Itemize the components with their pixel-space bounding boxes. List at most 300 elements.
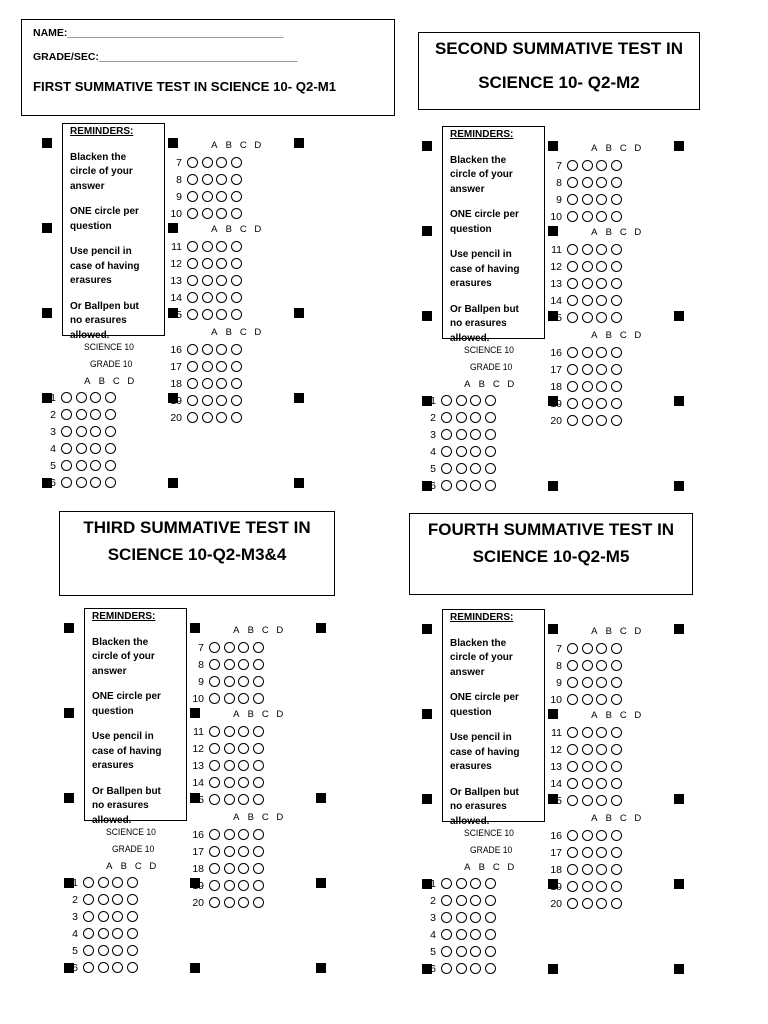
answer-bubble[interactable] (567, 694, 578, 705)
answer-bubble[interactable] (596, 364, 607, 375)
answer-bubble[interactable] (98, 911, 109, 922)
answer-bubble[interactable] (567, 244, 578, 255)
answer-bubble[interactable] (567, 727, 578, 738)
answer-bubble[interactable] (611, 830, 622, 841)
answer-bubble[interactable] (187, 344, 198, 355)
answer-bubble[interactable] (567, 881, 578, 892)
answer-bubble[interactable] (596, 211, 607, 222)
answer-bubble[interactable] (611, 660, 622, 671)
answer-bubble[interactable] (611, 847, 622, 858)
answer-bubble[interactable] (582, 364, 593, 375)
answer-bubble[interactable] (216, 344, 227, 355)
answer-bubble[interactable] (611, 727, 622, 738)
answer-bubble[interactable] (582, 778, 593, 789)
answer-bubble[interactable] (596, 694, 607, 705)
answer-bubble[interactable] (582, 677, 593, 688)
answer-bubble[interactable] (112, 945, 123, 956)
answer-bubble[interactable] (611, 160, 622, 171)
answer-bubble[interactable] (441, 963, 452, 974)
answer-bubble[interactable] (90, 443, 101, 454)
answer-bubble[interactable] (238, 880, 249, 891)
answer-bubble[interactable] (202, 292, 213, 303)
answer-bubble[interactable] (567, 312, 578, 323)
answer-bubble[interactable] (253, 726, 264, 737)
answer-bubble[interactable] (441, 480, 452, 491)
answer-bubble[interactable] (83, 928, 94, 939)
answer-bubble[interactable] (209, 846, 220, 857)
answer-bubble[interactable] (209, 863, 220, 874)
answer-bubble[interactable] (224, 760, 235, 771)
answer-bubble[interactable] (209, 829, 220, 840)
answer-bubble[interactable] (61, 426, 72, 437)
answer-bubble[interactable] (238, 659, 249, 670)
answer-bubble[interactable] (238, 829, 249, 840)
answer-bubble[interactable] (187, 309, 198, 320)
answer-bubble[interactable] (441, 929, 452, 940)
answer-bubble[interactable] (224, 880, 235, 891)
answer-bubble[interactable] (470, 395, 481, 406)
answer-bubble[interactable] (83, 945, 94, 956)
answer-bubble[interactable] (112, 911, 123, 922)
answer-bubble[interactable] (611, 864, 622, 875)
answer-bubble[interactable] (582, 244, 593, 255)
answer-bubble[interactable] (567, 898, 578, 909)
answer-bubble[interactable] (187, 191, 198, 202)
answer-bubble[interactable] (61, 477, 72, 488)
answer-bubble[interactable] (567, 795, 578, 806)
answer-bubble[interactable] (582, 660, 593, 671)
answer-bubble[interactable] (611, 898, 622, 909)
answer-bubble[interactable] (231, 309, 242, 320)
answer-bubble[interactable] (596, 677, 607, 688)
answer-bubble[interactable] (596, 160, 607, 171)
answer-bubble[interactable] (596, 830, 607, 841)
answer-bubble[interactable] (187, 275, 198, 286)
answer-bubble[interactable] (596, 744, 607, 755)
answer-bubble[interactable] (611, 211, 622, 222)
answer-bubble[interactable] (582, 295, 593, 306)
answer-bubble[interactable] (216, 292, 227, 303)
answer-bubble[interactable] (187, 258, 198, 269)
answer-bubble[interactable] (596, 847, 607, 858)
answer-bubble[interactable] (485, 480, 496, 491)
answer-bubble[interactable] (224, 659, 235, 670)
answer-bubble[interactable] (456, 878, 467, 889)
answer-bubble[interactable] (224, 777, 235, 788)
answer-bubble[interactable] (582, 847, 593, 858)
answer-bubble[interactable] (224, 642, 235, 653)
answer-bubble[interactable] (582, 312, 593, 323)
answer-bubble[interactable] (470, 895, 481, 906)
answer-bubble[interactable] (238, 897, 249, 908)
answer-bubble[interactable] (567, 660, 578, 671)
answer-bubble[interactable] (90, 409, 101, 420)
answer-bubble[interactable] (470, 463, 481, 474)
answer-bubble[interactable] (224, 676, 235, 687)
answer-bubble[interactable] (567, 295, 578, 306)
answer-bubble[interactable] (611, 677, 622, 688)
answer-bubble[interactable] (98, 928, 109, 939)
answer-bubble[interactable] (582, 177, 593, 188)
answer-bubble[interactable] (187, 174, 198, 185)
answer-bubble[interactable] (231, 412, 242, 423)
answer-bubble[interactable] (567, 744, 578, 755)
answer-bubble[interactable] (253, 676, 264, 687)
answer-bubble[interactable] (61, 443, 72, 454)
answer-bubble[interactable] (76, 392, 87, 403)
answer-bubble[interactable] (582, 347, 593, 358)
answer-bubble[interactable] (231, 208, 242, 219)
answer-bubble[interactable] (238, 760, 249, 771)
answer-bubble[interactable] (470, 412, 481, 423)
answer-bubble[interactable] (105, 477, 116, 488)
answer-bubble[interactable] (567, 261, 578, 272)
answer-bubble[interactable] (253, 863, 264, 874)
answer-bubble[interactable] (76, 409, 87, 420)
answer-bubble[interactable] (112, 928, 123, 939)
answer-bubble[interactable] (611, 244, 622, 255)
answer-bubble[interactable] (209, 880, 220, 891)
answer-bubble[interactable] (596, 194, 607, 205)
answer-bubble[interactable] (596, 727, 607, 738)
answer-bubble[interactable] (567, 364, 578, 375)
answer-bubble[interactable] (596, 864, 607, 875)
answer-bubble[interactable] (238, 676, 249, 687)
answer-bubble[interactable] (127, 894, 138, 905)
answer-bubble[interactable] (582, 261, 593, 272)
answer-bubble[interactable] (441, 895, 452, 906)
answer-bubble[interactable] (231, 344, 242, 355)
answer-bubble[interactable] (611, 261, 622, 272)
answer-bubble[interactable] (238, 726, 249, 737)
answer-bubble[interactable] (611, 295, 622, 306)
answer-bubble[interactable] (253, 897, 264, 908)
answer-bubble[interactable] (596, 312, 607, 323)
answer-bubble[interactable] (216, 241, 227, 252)
answer-bubble[interactable] (202, 378, 213, 389)
answer-bubble[interactable] (567, 381, 578, 392)
answer-bubble[interactable] (611, 643, 622, 654)
answer-bubble[interactable] (596, 177, 607, 188)
answer-bubble[interactable] (441, 463, 452, 474)
answer-bubble[interactable] (98, 877, 109, 888)
answer-bubble[interactable] (596, 398, 607, 409)
answer-bubble[interactable] (470, 912, 481, 923)
answer-bubble[interactable] (456, 946, 467, 957)
answer-bubble[interactable] (216, 361, 227, 372)
answer-bubble[interactable] (582, 278, 593, 289)
answer-bubble[interactable] (582, 194, 593, 205)
answer-bubble[interactable] (582, 795, 593, 806)
answer-bubble[interactable] (611, 177, 622, 188)
answer-bubble[interactable] (90, 460, 101, 471)
answer-bubble[interactable] (83, 911, 94, 922)
answer-bubble[interactable] (456, 895, 467, 906)
answer-bubble[interactable] (456, 429, 467, 440)
answer-bubble[interactable] (567, 347, 578, 358)
answer-bubble[interactable] (202, 208, 213, 219)
answer-bubble[interactable] (224, 846, 235, 857)
answer-bubble[interactable] (76, 460, 87, 471)
answer-bubble[interactable] (216, 157, 227, 168)
answer-bubble[interactable] (231, 361, 242, 372)
answer-bubble[interactable] (224, 743, 235, 754)
answer-bubble[interactable] (202, 241, 213, 252)
answer-bubble[interactable] (485, 429, 496, 440)
answer-bubble[interactable] (611, 398, 622, 409)
answer-bubble[interactable] (456, 395, 467, 406)
answer-bubble[interactable] (470, 480, 481, 491)
answer-bubble[interactable] (567, 177, 578, 188)
answer-bubble[interactable] (567, 643, 578, 654)
answer-bubble[interactable] (485, 395, 496, 406)
answer-bubble[interactable] (187, 292, 198, 303)
answer-bubble[interactable] (61, 460, 72, 471)
answer-bubble[interactable] (90, 392, 101, 403)
answer-bubble[interactable] (485, 946, 496, 957)
answer-bubble[interactable] (582, 694, 593, 705)
answer-bubble[interactable] (567, 211, 578, 222)
answer-bubble[interactable] (611, 312, 622, 323)
answer-bubble[interactable] (231, 174, 242, 185)
answer-bubble[interactable] (485, 412, 496, 423)
answer-bubble[interactable] (98, 945, 109, 956)
answer-bubble[interactable] (202, 157, 213, 168)
answer-bubble[interactable] (470, 929, 481, 940)
answer-bubble[interactable] (611, 694, 622, 705)
answer-bubble[interactable] (582, 398, 593, 409)
answer-bubble[interactable] (253, 794, 264, 805)
answer-bubble[interactable] (105, 460, 116, 471)
answer-bubble[interactable] (187, 241, 198, 252)
answer-bubble[interactable] (127, 962, 138, 973)
answer-bubble[interactable] (611, 364, 622, 375)
answer-bubble[interactable] (596, 660, 607, 671)
answer-bubble[interactable] (596, 881, 607, 892)
answer-bubble[interactable] (216, 208, 227, 219)
answer-bubble[interactable] (596, 244, 607, 255)
answer-bubble[interactable] (582, 744, 593, 755)
answer-bubble[interactable] (224, 829, 235, 840)
answer-bubble[interactable] (567, 194, 578, 205)
answer-bubble[interactable] (567, 160, 578, 171)
answer-bubble[interactable] (216, 395, 227, 406)
answer-bubble[interactable] (596, 261, 607, 272)
answer-bubble[interactable] (582, 898, 593, 909)
answer-bubble[interactable] (567, 847, 578, 858)
answer-bubble[interactable] (216, 412, 227, 423)
answer-bubble[interactable] (76, 443, 87, 454)
answer-bubble[interactable] (456, 929, 467, 940)
answer-bubble[interactable] (596, 415, 607, 426)
answer-bubble[interactable] (567, 761, 578, 772)
answer-bubble[interactable] (456, 412, 467, 423)
answer-bubble[interactable] (209, 760, 220, 771)
answer-bubble[interactable] (127, 911, 138, 922)
answer-bubble[interactable] (470, 946, 481, 957)
answer-bubble[interactable] (224, 693, 235, 704)
answer-bubble[interactable] (202, 361, 213, 372)
answer-bubble[interactable] (485, 912, 496, 923)
answer-bubble[interactable] (224, 897, 235, 908)
answer-bubble[interactable] (90, 426, 101, 437)
answer-bubble[interactable] (596, 381, 607, 392)
answer-bubble[interactable] (582, 211, 593, 222)
answer-bubble[interactable] (216, 191, 227, 202)
answer-bubble[interactable] (105, 443, 116, 454)
answer-bubble[interactable] (231, 395, 242, 406)
answer-bubble[interactable] (209, 676, 220, 687)
answer-bubble[interactable] (582, 381, 593, 392)
answer-bubble[interactable] (83, 962, 94, 973)
answer-bubble[interactable] (253, 659, 264, 670)
answer-bubble[interactable] (187, 395, 198, 406)
answer-bubble[interactable] (76, 426, 87, 437)
answer-bubble[interactable] (596, 795, 607, 806)
answer-bubble[interactable] (441, 395, 452, 406)
answer-bubble[interactable] (611, 778, 622, 789)
answer-bubble[interactable] (567, 778, 578, 789)
answer-bubble[interactable] (582, 864, 593, 875)
answer-bubble[interactable] (485, 463, 496, 474)
answer-bubble[interactable] (441, 946, 452, 957)
answer-bubble[interactable] (127, 928, 138, 939)
answer-bubble[interactable] (216, 174, 227, 185)
answer-bubble[interactable] (98, 962, 109, 973)
answer-bubble[interactable] (187, 157, 198, 168)
answer-bubble[interactable] (582, 643, 593, 654)
answer-bubble[interactable] (61, 392, 72, 403)
answer-bubble[interactable] (202, 258, 213, 269)
answer-bubble[interactable] (485, 446, 496, 457)
answer-bubble[interactable] (238, 642, 249, 653)
answer-bubble[interactable] (596, 295, 607, 306)
answer-bubble[interactable] (231, 275, 242, 286)
answer-bubble[interactable] (231, 378, 242, 389)
answer-bubble[interactable] (456, 963, 467, 974)
answer-bubble[interactable] (209, 642, 220, 653)
answer-bubble[interactable] (456, 463, 467, 474)
answer-bubble[interactable] (567, 398, 578, 409)
answer-bubble[interactable] (209, 659, 220, 670)
answer-bubble[interactable] (611, 278, 622, 289)
answer-bubble[interactable] (202, 191, 213, 202)
answer-bubble[interactable] (470, 446, 481, 457)
answer-bubble[interactable] (238, 794, 249, 805)
answer-bubble[interactable] (485, 878, 496, 889)
answer-bubble[interactable] (61, 409, 72, 420)
answer-bubble[interactable] (83, 894, 94, 905)
answer-bubble[interactable] (76, 477, 87, 488)
answer-bubble[interactable] (202, 275, 213, 286)
answer-bubble[interactable] (216, 275, 227, 286)
answer-bubble[interactable] (209, 726, 220, 737)
answer-bubble[interactable] (611, 381, 622, 392)
answer-bubble[interactable] (105, 392, 116, 403)
answer-bubble[interactable] (231, 292, 242, 303)
answer-bubble[interactable] (127, 945, 138, 956)
answer-bubble[interactable] (441, 446, 452, 457)
answer-bubble[interactable] (596, 278, 607, 289)
answer-bubble[interactable] (238, 693, 249, 704)
answer-bubble[interactable] (596, 761, 607, 772)
answer-bubble[interactable] (441, 412, 452, 423)
answer-bubble[interactable] (485, 895, 496, 906)
answer-bubble[interactable] (596, 898, 607, 909)
answer-bubble[interactable] (209, 777, 220, 788)
answer-bubble[interactable] (567, 415, 578, 426)
answer-bubble[interactable] (470, 429, 481, 440)
answer-bubble[interactable] (253, 760, 264, 771)
answer-bubble[interactable] (187, 412, 198, 423)
answer-bubble[interactable] (611, 347, 622, 358)
answer-bubble[interactable] (456, 480, 467, 491)
answer-bubble[interactable] (485, 963, 496, 974)
answer-bubble[interactable] (253, 743, 264, 754)
answer-bubble[interactable] (209, 743, 220, 754)
answer-bubble[interactable] (224, 726, 235, 737)
answer-bubble[interactable] (187, 378, 198, 389)
answer-bubble[interactable] (582, 761, 593, 772)
answer-bubble[interactable] (253, 829, 264, 840)
answer-bubble[interactable] (253, 880, 264, 891)
answer-bubble[interactable] (611, 194, 622, 205)
answer-bubble[interactable] (611, 415, 622, 426)
answer-bubble[interactable] (216, 258, 227, 269)
answer-bubble[interactable] (582, 881, 593, 892)
answer-bubble[interactable] (238, 743, 249, 754)
answer-bubble[interactable] (209, 794, 220, 805)
answer-bubble[interactable] (441, 878, 452, 889)
answer-bubble[interactable] (253, 777, 264, 788)
answer-bubble[interactable] (105, 426, 116, 437)
answer-bubble[interactable] (567, 830, 578, 841)
answer-bubble[interactable] (238, 846, 249, 857)
answer-bubble[interactable] (224, 794, 235, 805)
grade-section-field-line[interactable]: GRADE/SEC:__________________________________ (33, 51, 298, 63)
answer-bubble[interactable] (202, 395, 213, 406)
answer-bubble[interactable] (238, 777, 249, 788)
answer-bubble[interactable] (209, 693, 220, 704)
answer-bubble[interactable] (441, 912, 452, 923)
answer-bubble[interactable] (83, 877, 94, 888)
answer-bubble[interactable] (596, 347, 607, 358)
answer-bubble[interactable] (187, 208, 198, 219)
answer-bubble[interactable] (253, 642, 264, 653)
answer-bubble[interactable] (112, 894, 123, 905)
answer-bubble[interactable] (112, 962, 123, 973)
answer-bubble[interactable] (596, 643, 607, 654)
answer-bubble[interactable] (202, 174, 213, 185)
answer-bubble[interactable] (216, 309, 227, 320)
answer-bubble[interactable] (485, 929, 496, 940)
answer-bubble[interactable] (441, 429, 452, 440)
answer-bubble[interactable] (456, 912, 467, 923)
answer-bubble[interactable] (105, 409, 116, 420)
answer-bubble[interactable] (187, 361, 198, 372)
answer-bubble[interactable] (567, 278, 578, 289)
answer-bubble[interactable] (611, 881, 622, 892)
answer-bubble[interactable] (582, 727, 593, 738)
answer-bubble[interactable] (582, 830, 593, 841)
answer-bubble[interactable] (216, 378, 227, 389)
answer-bubble[interactable] (456, 446, 467, 457)
answer-bubble[interactable] (231, 258, 242, 269)
answer-bubble[interactable] (470, 878, 481, 889)
answer-bubble[interactable] (253, 693, 264, 704)
answer-bubble[interactable] (596, 778, 607, 789)
answer-bubble[interactable] (202, 344, 213, 355)
